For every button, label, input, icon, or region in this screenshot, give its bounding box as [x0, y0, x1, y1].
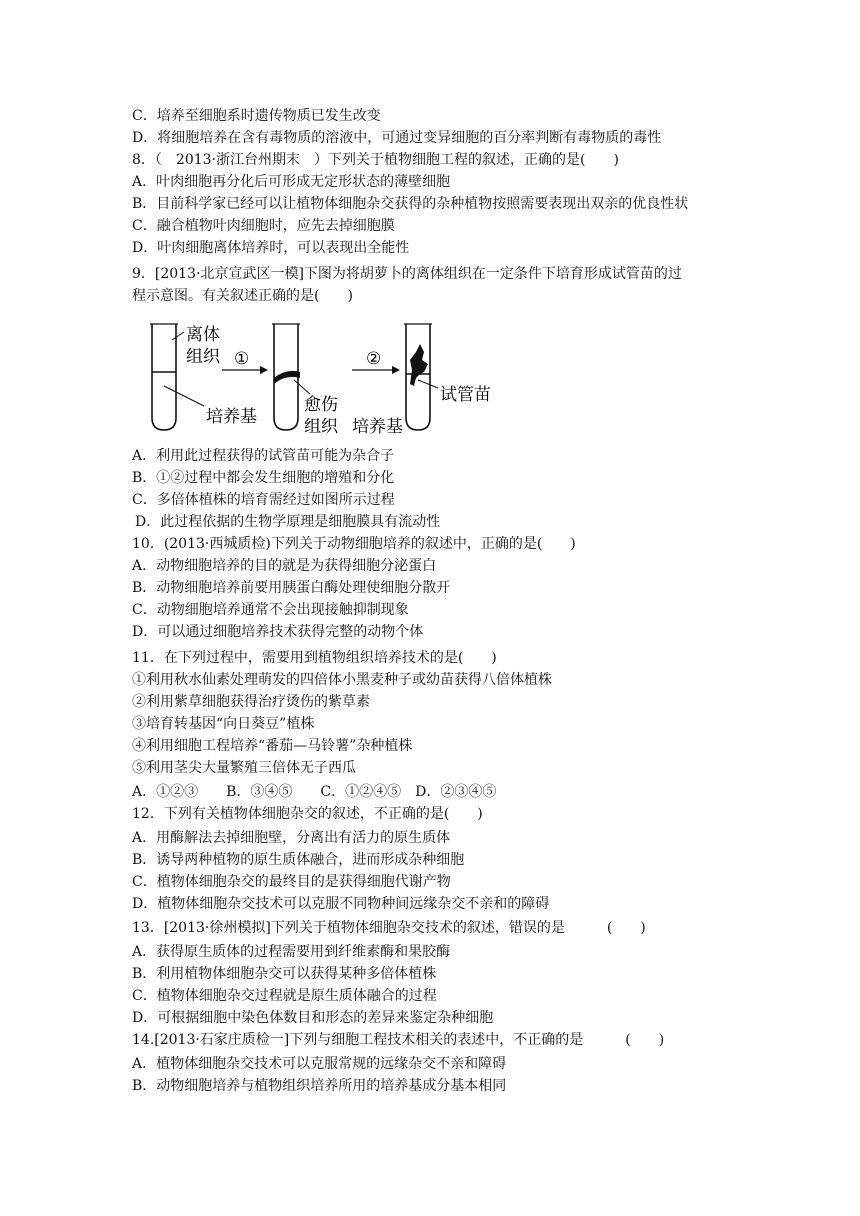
option-d-q9: D．此过程依据的生物学原理是细胞膜具有流动性: [135, 514, 441, 530]
item-5-q11: ⑤利用茎尖大量繁殖三倍体无子西瓜: [132, 760, 356, 776]
label-step-1: ①: [234, 349, 250, 369]
label-callus-1: 愈伤: [304, 395, 338, 415]
option-d-q12: D．植物体细胞杂交技术可以克服不同物种间远缘杂交不亲和的障碍: [132, 896, 550, 912]
option-c-q8: C．融合植物叶肉细胞时，应先去掉细胞膜: [132, 218, 395, 234]
label-medium-2: 培养基: [352, 417, 403, 434]
option-b-q13: B．利用植物体细胞杂交可以获得某种多倍体植株: [132, 966, 437, 982]
option-d-q8: D．叶肉细胞离体培养时，可以表现出全能性: [132, 240, 410, 256]
test-tube-3: [406, 324, 430, 430]
label-isolated-tissue-1: 离体: [186, 325, 220, 345]
question-10: 10．(2013·西城质检)下列关于动物细胞培养的叙述中，正确的是( ): [132, 536, 576, 552]
option-b-q14: B．动物细胞培养与植物组织培养所用的培养基成分基本相同: [132, 1078, 507, 1094]
item-1-q11: ①利用秋水仙素处理萌发的四倍体小黑麦种子或幼苗获得八倍体植株: [132, 672, 552, 688]
item-2-q11: ②利用紫草细胞获得治疗烫伤的紫草素: [132, 694, 370, 710]
question-9-line-2: 程示意图。有关叙述正确的是( ): [132, 288, 353, 304]
option-a-q9: A．利用此过程获得的试管苗可能为杂合子: [132, 448, 395, 464]
option-a-q13: A．获得原生质体的过程需要用到纤维素酶和果胶酶: [132, 944, 451, 960]
question-11: 11．在下列过程中，需要用到植物组织培养技术的是( ): [132, 650, 497, 666]
option-b-q12: B．诱导两种植物的原生质体融合，进而形成杂种细胞: [132, 852, 465, 868]
question-9-line-1: 9．[2013·北京宣武区一模]下图为将胡萝卜的离体组织在一定条件下培育形成试管苗的过: [132, 266, 682, 282]
option-c-q10: C．动物细胞培养通常不会出现接触抑制现象: [132, 602, 409, 618]
plantlet: [410, 344, 428, 386]
option-c-q7: C．培养至细胞系时遗传物质已发生改变: [132, 108, 381, 124]
label-medium-1: 培养基: [206, 407, 257, 427]
item-3-q11: ③培育转基因“向日葵豆”植株: [132, 716, 315, 732]
item-4-q11: ④利用细胞工程培养“番茄—马铃薯”杂种植株: [132, 738, 413, 754]
option-a-q10: A．动物细胞培养的目的就是为获得细胞分泌蛋白: [132, 558, 437, 574]
options-q11: A．①②③ B．③④⑤ C．①②④⑤ D．②③④⑤: [132, 784, 497, 800]
option-a-q14: A．植物体细胞杂交技术可以克服常规的远缘杂交不亲和障碍: [132, 1056, 507, 1072]
option-c-q12: C．植物体细胞杂交的最终目的是获得细胞代谢产物: [132, 874, 451, 890]
option-b-q10: B．动物细胞培养前要用胰蛋白酶处理使细胞分散开: [132, 580, 451, 596]
option-c-q13: C．植物体细胞杂交过程就是原生质体融合的过程: [132, 988, 437, 1004]
question-12: 12．下列有关植物体细胞杂交的叙述，不正确的是( ): [132, 806, 483, 822]
question-13: 13．[2013·徐州模拟]下列关于植物体细胞杂交技术的叙述，错误的是 ( ): [132, 920, 646, 936]
option-b-q8: B．目前科学家已经可以让植物体细胞杂交获得的杂种植物按照需要表现出双亲的优良性状: [132, 196, 689, 212]
option-a-q12: A．用酶解法去掉细胞壁，分离出有活力的原生质体: [132, 830, 451, 846]
question-14: 14.[2013·石家庄质检一]下列与细胞工程技术相关的表述中，不正确的是 ( ): [132, 1032, 665, 1048]
tissue-culture-diagram: [148, 318, 708, 434]
label-isolated-tissue-2: 组织: [186, 347, 220, 367]
option-b-q9: B．①②过程中都会发生细胞的增殖和分化: [132, 470, 395, 486]
option-d-q10: D．可以通过细胞培养技术获得完整的动物个体: [132, 624, 424, 640]
label-callus-2: 组织: [304, 417, 338, 434]
option-d-q13: D．可根据细胞中染色体数目和形态的差异来鉴定杂种细胞: [132, 1010, 494, 1026]
question-8: 8．（ 2013·浙江台州期末 ）下列关于植物细胞工程的叙述，正确的是( ): [132, 152, 619, 168]
option-c-q9: C．多倍体植株的培育需经过如图所示过程: [132, 492, 395, 508]
option-d-q7: D．将细胞培养在含有毒物质的溶液中，可通过变异细胞的百分率判断有毒物质的毒性: [132, 130, 662, 146]
label-plantlet: 试管苗: [440, 385, 491, 405]
option-a-q8: A．叶肉细胞再分化后可形成无定形状态的薄壁细胞: [132, 174, 451, 190]
label-step-2: ②: [366, 349, 382, 369]
